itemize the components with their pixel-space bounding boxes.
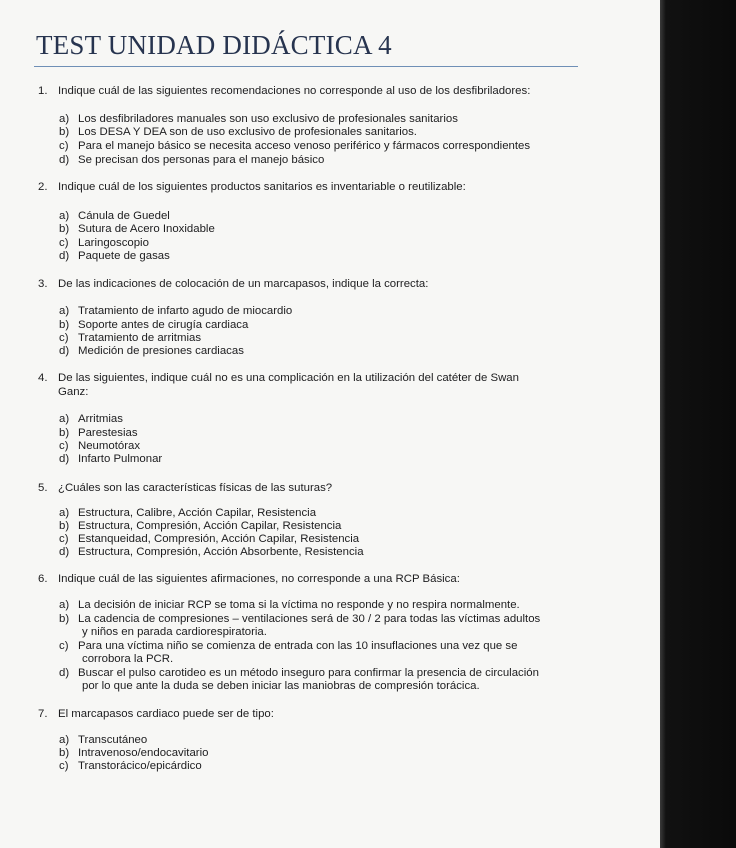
- question-number: 5.: [38, 482, 48, 494]
- option-5a: [59, 507, 316, 520]
- option-6c: [59, 640, 517, 653]
- option-letter: b): [59, 520, 70, 532]
- option-letter: a): [59, 734, 70, 746]
- option-1d: [59, 154, 324, 167]
- option-letter: c): [59, 332, 69, 344]
- question-number: 6.: [38, 573, 48, 585]
- page-title: TEST UNIDAD DIDÁCTICA 4: [36, 30, 392, 60]
- option-letter: b): [59, 613, 70, 625]
- option-6d: [59, 667, 539, 680]
- question-text: Indique cuál de las siguientes recomendaciones no corresponde al uso de los desfibriladores:: [58, 85, 531, 97]
- option-letter: c): [59, 237, 69, 249]
- option-text: Estructura, Calibre, Acción Capilar, Resistencia: [78, 507, 317, 519]
- option-2c: [59, 237, 149, 250]
- question-number: 3.: [38, 278, 48, 290]
- option-3a: [59, 305, 292, 318]
- option-letter: a): [59, 210, 70, 222]
- question-text: Indique cuál de los siguientes productos sanitarios es inventariable o reutilizable:: [58, 181, 466, 193]
- option-text: Cánula de Guedel: [78, 210, 170, 222]
- option-letter: c): [59, 760, 69, 772]
- question-1: [38, 84, 530, 98]
- option-6a: [59, 599, 520, 612]
- option-text: Parestesias: [78, 427, 138, 439]
- question-2: [38, 180, 466, 194]
- option-7b: [59, 747, 208, 760]
- option-text: Estructura, Compresión, Acción Capilar, Resistencia: [78, 520, 342, 532]
- question-7: [38, 707, 274, 721]
- option-7a: [59, 734, 147, 747]
- option-letter: c): [59, 140, 69, 152]
- option-6c-continuation: corrobora la PCR.: [82, 653, 174, 665]
- option-text: Se precisan dos personas para el manejo básico: [78, 154, 325, 166]
- option-letter: a): [59, 305, 70, 317]
- option-text: Paquete de gasas: [78, 250, 170, 262]
- option-text: Neumotórax: [78, 440, 141, 452]
- question-5: [38, 481, 332, 495]
- option-6b-continuation: y niños en parada cardiorespiratoria.: [82, 626, 267, 638]
- option-text: Para el manejo básico se necesita acceso venoso periférico y fármacos correspondientes: [78, 140, 531, 152]
- question-number: 7.: [38, 708, 48, 720]
- question-text: De las siguientes, indique cuál no es una complicación en la utilización del catéter de Swan: [58, 372, 519, 384]
- option-text: Intravenoso/endocavitario: [78, 747, 209, 759]
- question-4-continuation: Ganz:: [58, 386, 89, 398]
- option-text: Estructura, Compresión, Acción Absorbente, Resistencia: [78, 546, 364, 558]
- option-text: Transtorácico/epicárdico: [78, 760, 202, 772]
- option-text: Los desfibriladores manuales son uso exclusivo de profesionales sanitarios: [78, 113, 458, 125]
- option-5c: [59, 533, 359, 546]
- option-2a: [59, 210, 170, 223]
- question-text: ¿Cuáles son las características físicas de las suturas?: [58, 482, 333, 494]
- option-5d: [59, 546, 364, 559]
- option-letter: a): [59, 413, 70, 425]
- option-letter: d): [59, 546, 70, 558]
- option-3c: [59, 332, 201, 345]
- option-2d: [59, 250, 170, 263]
- question-text: El marcapasos cardiaco puede ser de tipo:: [58, 708, 274, 720]
- option-text: Medición de presiones cardiacas: [78, 345, 244, 357]
- option-text: Los DESA Y DEA son de uso exclusivo de profesionales sanitarios.: [78, 126, 417, 138]
- question-4: [38, 371, 519, 385]
- option-6d-continuation: por lo que ante la duda se deben iniciar las maniobras de compresión torácica.: [82, 680, 480, 692]
- option-4a: [59, 413, 123, 426]
- option-letter: b): [59, 223, 70, 235]
- option-letter: d): [59, 667, 70, 679]
- option-2b: [59, 223, 215, 236]
- option-letter: c): [59, 533, 69, 545]
- option-letter: c): [59, 640, 69, 652]
- option-letter: a): [59, 507, 70, 519]
- option-6b: [59, 613, 540, 626]
- option-text: La cadencia de compresiones – ventilaciones será de 30 / 2 para todas las víctimas adultos: [78, 613, 541, 625]
- option-4b: [59, 427, 138, 440]
- option-text: Arritmias: [78, 413, 123, 425]
- option-4d: [59, 453, 162, 466]
- option-text: Tratamiento de infarto agudo de miocardio: [78, 305, 293, 317]
- option-letter: c): [59, 440, 69, 452]
- option-1b: [59, 126, 417, 139]
- option-text: Sutura de Acero Inoxidable: [78, 223, 215, 235]
- option-text: Para una víctima niño se comienza de entrada con las 10 insuflaciones una vez que se: [78, 640, 518, 652]
- title-underline: [34, 66, 578, 67]
- scanner-border: [660, 0, 736, 848]
- option-letter: d): [59, 345, 70, 357]
- option-7c: [59, 760, 202, 773]
- question-3: [38, 277, 428, 291]
- option-text: Transcutáneo: [78, 734, 148, 746]
- option-letter: b): [59, 126, 70, 138]
- option-3b: [59, 319, 248, 332]
- option-4c: [59, 440, 140, 453]
- option-letter: d): [59, 453, 70, 465]
- option-text: La decisión de iniciar RCP se toma si la víctima no responde y no respira normalmente.: [78, 599, 520, 611]
- option-3d: [59, 345, 244, 358]
- question-number: 2.: [38, 181, 48, 193]
- option-letter: b): [59, 319, 70, 331]
- option-letter: a): [59, 113, 70, 125]
- option-letter: d): [59, 154, 70, 166]
- option-1c: [59, 140, 530, 153]
- option-1a: [59, 113, 458, 126]
- option-letter: a): [59, 599, 70, 611]
- question-number: 4.: [38, 372, 48, 384]
- option-letter: d): [59, 250, 70, 262]
- option-text: Laringoscopio: [78, 237, 149, 249]
- option-text: Estanqueidad, Compresión, Acción Capilar, Resistencia: [78, 533, 360, 545]
- question-number: 1.: [38, 85, 48, 97]
- option-text: Infarto Pulmonar: [78, 453, 163, 465]
- option-5b: [59, 520, 341, 533]
- option-text: Tratamiento de arritmias: [78, 332, 202, 344]
- question-text: Indique cuál de las siguientes afirmaciones, no corresponde a una RCP Básica:: [58, 573, 460, 585]
- option-text: Buscar el pulso carotideo es un método inseguro para confirmar la presencia de circulación: [78, 667, 539, 679]
- option-letter: b): [59, 427, 70, 439]
- option-text: Soporte antes de cirugía cardiaca: [78, 319, 249, 331]
- question-6: [38, 572, 460, 586]
- option-letter: b): [59, 747, 70, 759]
- question-text: De las indicaciones de colocación de un marcapasos, indique la correcta:: [58, 278, 429, 290]
